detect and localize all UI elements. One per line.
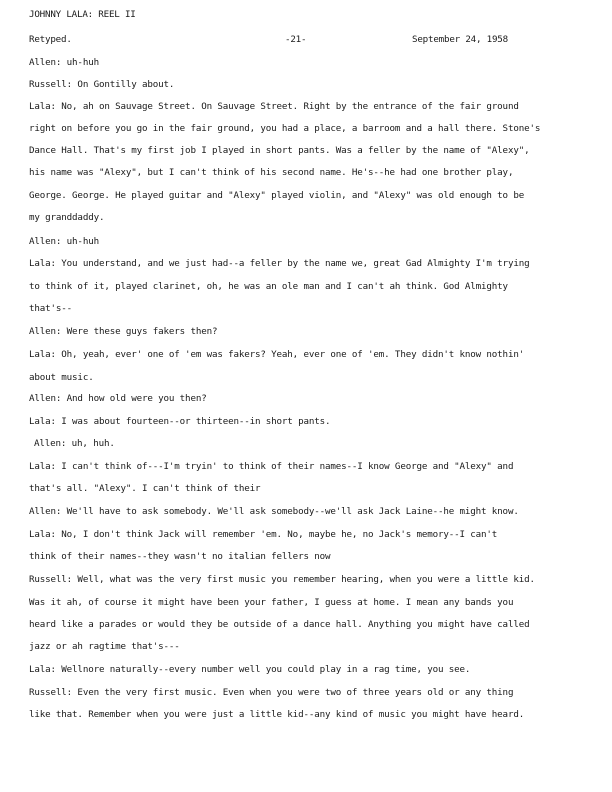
- transcript-line: Lala: You understand, and we just had--a feller by the name we, great Gad Almighty I'm trying: [29, 258, 530, 269]
- retyped-note: Retyped.: [29, 34, 72, 45]
- transcript-line: think of their names--they wasn't no italian fellers now: [29, 551, 331, 562]
- transcript-line: Allen: Were these guys fakers then?: [29, 326, 218, 337]
- transcript-line: Lala: I was about fourteen--or thirteen--in short pants.: [29, 416, 331, 427]
- transcript-line: Dance Hall. That's my first job I played in short pants. Was a feller by the name of "Alexy",: [29, 145, 530, 156]
- transcript-line: Allen: uh, huh.: [34, 438, 115, 449]
- transcript-line: Lala: No, ah on Sauvage Street. On Sauvage Street. Right by the entrance of the fair ground: [29, 101, 519, 112]
- document-date: September 24, 1958: [412, 34, 508, 45]
- transcript-line: Lala: Oh, yeah, ever' one of 'em was fakers? Yeah, ever one of 'em. They didn't know nothin': [29, 349, 525, 360]
- transcript-line: Russell: Well, what was the very first music you remember hearing, when you were a little kid.: [29, 574, 535, 585]
- transcript-line: right on before you go in the fair ground, you had a place, a barroom and a hall there. Stone's: [29, 123, 541, 134]
- transcript-line: that's--: [29, 303, 73, 314]
- transcript-line: like that. Remember when you were just a little kid--any kind of music you might have heard.: [29, 709, 525, 720]
- transcript-line: that's all. "Alexy". I can't think of their: [29, 483, 261, 494]
- transcript-line: George. George. He played guitar and "Alexy" played violin, and "Alexy" was old enough to be: [29, 190, 525, 201]
- transcript-line: heard like a parades or would they be outside of a dance hall. Anything you might have called: [29, 619, 530, 630]
- transcript-line: jazz or ah ragtime that's---: [29, 641, 180, 652]
- transcript-line: Russell: On Gontilly about.: [29, 79, 175, 90]
- transcript-line: Russell: Even the very first music. Even when you were two of three years old or any thing: [29, 687, 514, 698]
- document-title: JOHNNY LALA: REEL II: [29, 9, 136, 20]
- page-number: -21-: [285, 34, 307, 45]
- transcript-line: Allen: And how old were you then?: [29, 393, 207, 404]
- transcript-line: Allen: We'll have to ask somebody. We'll ask somebody--we'll ask Jack Laine--he might know.: [29, 506, 519, 517]
- transcript-line: his name was "Alexy", but I can't think of his second name. He's--he had one brother play,: [29, 167, 514, 178]
- transcript-line: Was it ah, of course it might have been your father, I guess at home. I mean any bands you: [29, 597, 514, 608]
- transcript-line: about music.: [29, 372, 94, 383]
- transcript-line: my granddaddy.: [29, 212, 105, 223]
- transcript-line: Allen: uh-huh: [29, 57, 99, 68]
- transcript-line: to think of it, played clarinet, oh, he was an ole man and I can't ah think. God Almighty: [29, 281, 508, 292]
- transcript-line: Lala: I can't think of---I'm tryin' to think of their names--I know George and "Alexy" and: [29, 461, 514, 472]
- transcript-line: Lala: Wellnore naturally--every number well you could play in a rag time, you see.: [29, 664, 471, 675]
- transcript-line: Lala: No, I don't think Jack will remember 'em. No, maybe he, no Jack's memory--I can't: [29, 529, 498, 540]
- transcript-line: Allen: uh-huh: [29, 236, 99, 247]
